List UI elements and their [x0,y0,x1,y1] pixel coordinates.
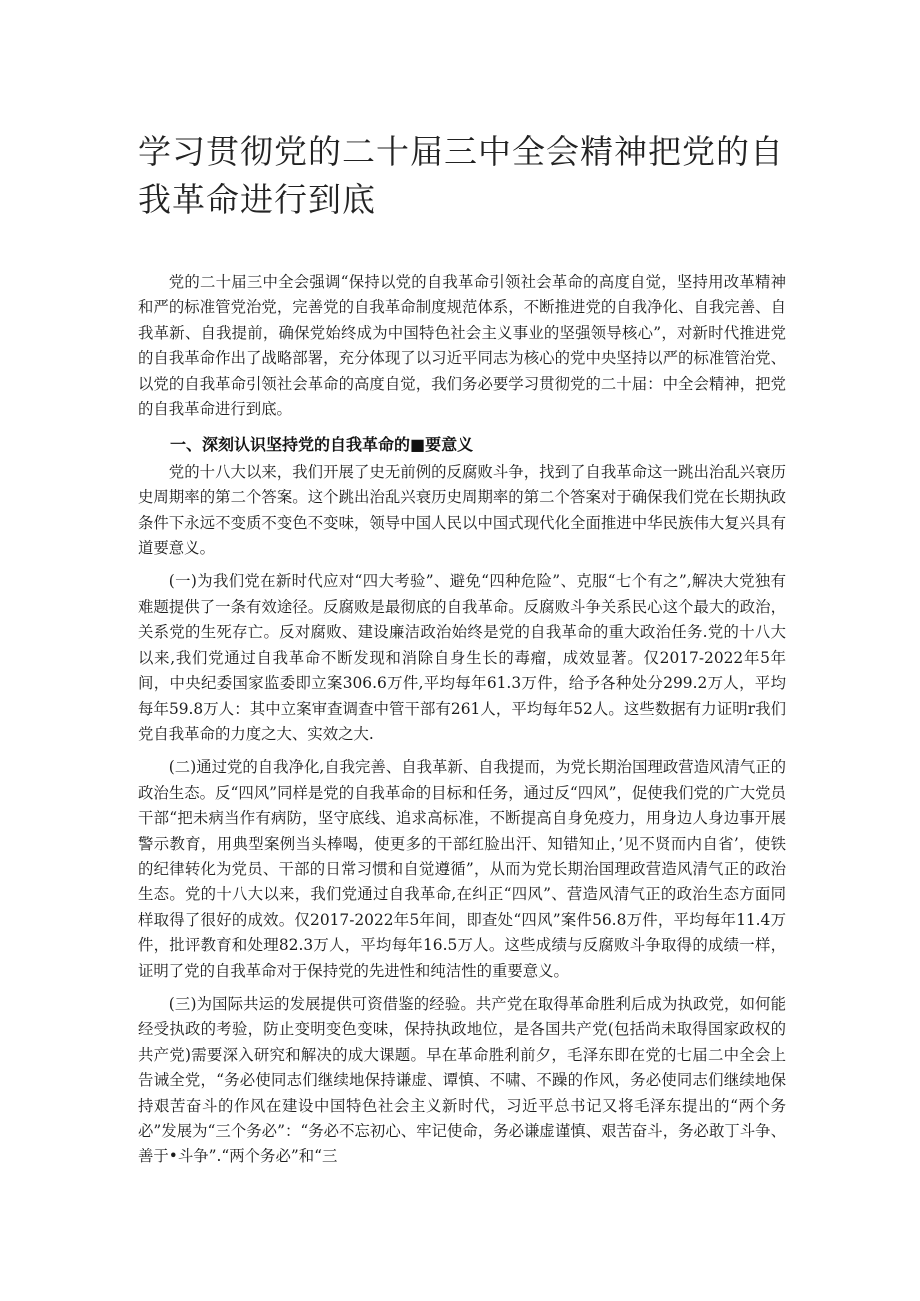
subsection-paragraph-1: (一)为我们党在新时代应对“四大考验”、避免“四种危险”、克服“七个有之”,解决大党独有难题提供了一条有效途径。反腐败是最彻底的自我革命。反腐败斗争关系民心这个最大的政治，关系党的生死存亡。反对腐败、建设廉洁政治始终是党的自我革命的重大政治任务.党的十八大以来,我们党通过自我革命不断发现和消除自身生长的毒瘤，成效显著。仅2017-2022年5年间，中央纪委国家监委即立案306.6万件,平均每年61.3万件，给予各种处分299.2万人，平均每年59.8万人：其中立案审查调查中管干部有261人，平均每年52人。这些数据有力证明r我们党自我革命的力度之大、实效之大. [138,572,786,743]
subsection-paragraph-2: (二)通过党的自我净化,自我完善、自我革新、自我提而，为党长期治国理政营造风清气正的政治生态。反“四风”同样是党的自我革命的目标和任务，通过反“四风”，促使我们党的广大党员干部“把未病当作有病防，坚守底线、追求高标准，不断提高自身免疫力，用身边人身边事开展警示教育，用典型案例当头棒喝，使更多的干部红脸出汗、知错知止，’见不贤而内自省’，使铁的纪律转化为党员、干部的日常习惯和自觉遵循”，从而为党长期治国理政营造风清气正的政治生态。党的十八大以来，我们党通过自我革命,在纠正“四风”、营造风清气正的政治生态方面同样取得了很好的成效。仅2017-2022年5年间，即查处“四风”案件56.8万件，平均每年11.4万件，批评教育和处理82.3万人，平均每年16.5万人。这些成绩与反腐败斗争取得的成绩一样，证明了党的自我革命对于保持党的先进性和纯洁性的重要意义。 [138,758,786,980]
document-title: 学习贯彻党的二十届三中全会精神把党的自我革命进行到底 [138,132,784,219]
section-heading: 一、深刻认识坚持党的自我革命的■要意义 [170,435,474,455]
subsection-paragraph-3: (三)为国际共运的发展提供可资借鉴的经验。共产党在取得革命胜利后成为执政党，如何能经受执政的考验，防止变明变色变味，保持执政地位，是各国共产党(包括尚未取得国家政权的共产党)需要深入研究和解决的成大课题。早在革命胜利前夕，毛泽东即在党的七届二中全会上告诫全党，“务必使同志们继续地保持谦虚、谭慎、不啸、不躁的作风，务必使同志们继续地保持艰苦奋斗的作风在建设中国特色社会主义新时代，习近平总书记又将毛泽东提出的“两个务必”发展为“三个务必”：“务必不忘初心、牢记使命，务必谦虚谨慎、艰苦奋斗，务必敢丁斗争、善于•斗争”.“两个务必”和“三 [138,994,786,1166]
intro-paragraph: 党的二十届三中全会强调“保持以党的自我革命引领社会革命的高度自觉，坚持用改革精神和严的标准管党治党，完善党的自我革命制度规范体系，不断推进党的自我净化、自我完善、自我革新、自我提前，确保党始终成为中国特色社会主义事业的坚强领导核心”，对新时代推进党的自我革命作出了战略部署，充分体现了以习近平同志为核心的党中央坚持以严的标准管治党、以党的自我革命引领社会革命的高度自觉，我们务必要学习贯彻党的二十届：中全会精神，把党的自我革命进行到底。 [138,273,786,419]
document-body [138,270,786,1170]
section-paragraph: 党的十八大以来，我们开展了史无前例的反腐败斗争，找到了自我革命这一跳出治乱兴衰历史周期率的第二个答案。这个跳出治乱兴衰历史周期率的第二个答案对于确保我们党在长期执政条件下永远不变质不变色不变味，领导中国人民以中国式现代化全面推进中华民族伟大复兴具有道要意义。 [138,462,786,558]
